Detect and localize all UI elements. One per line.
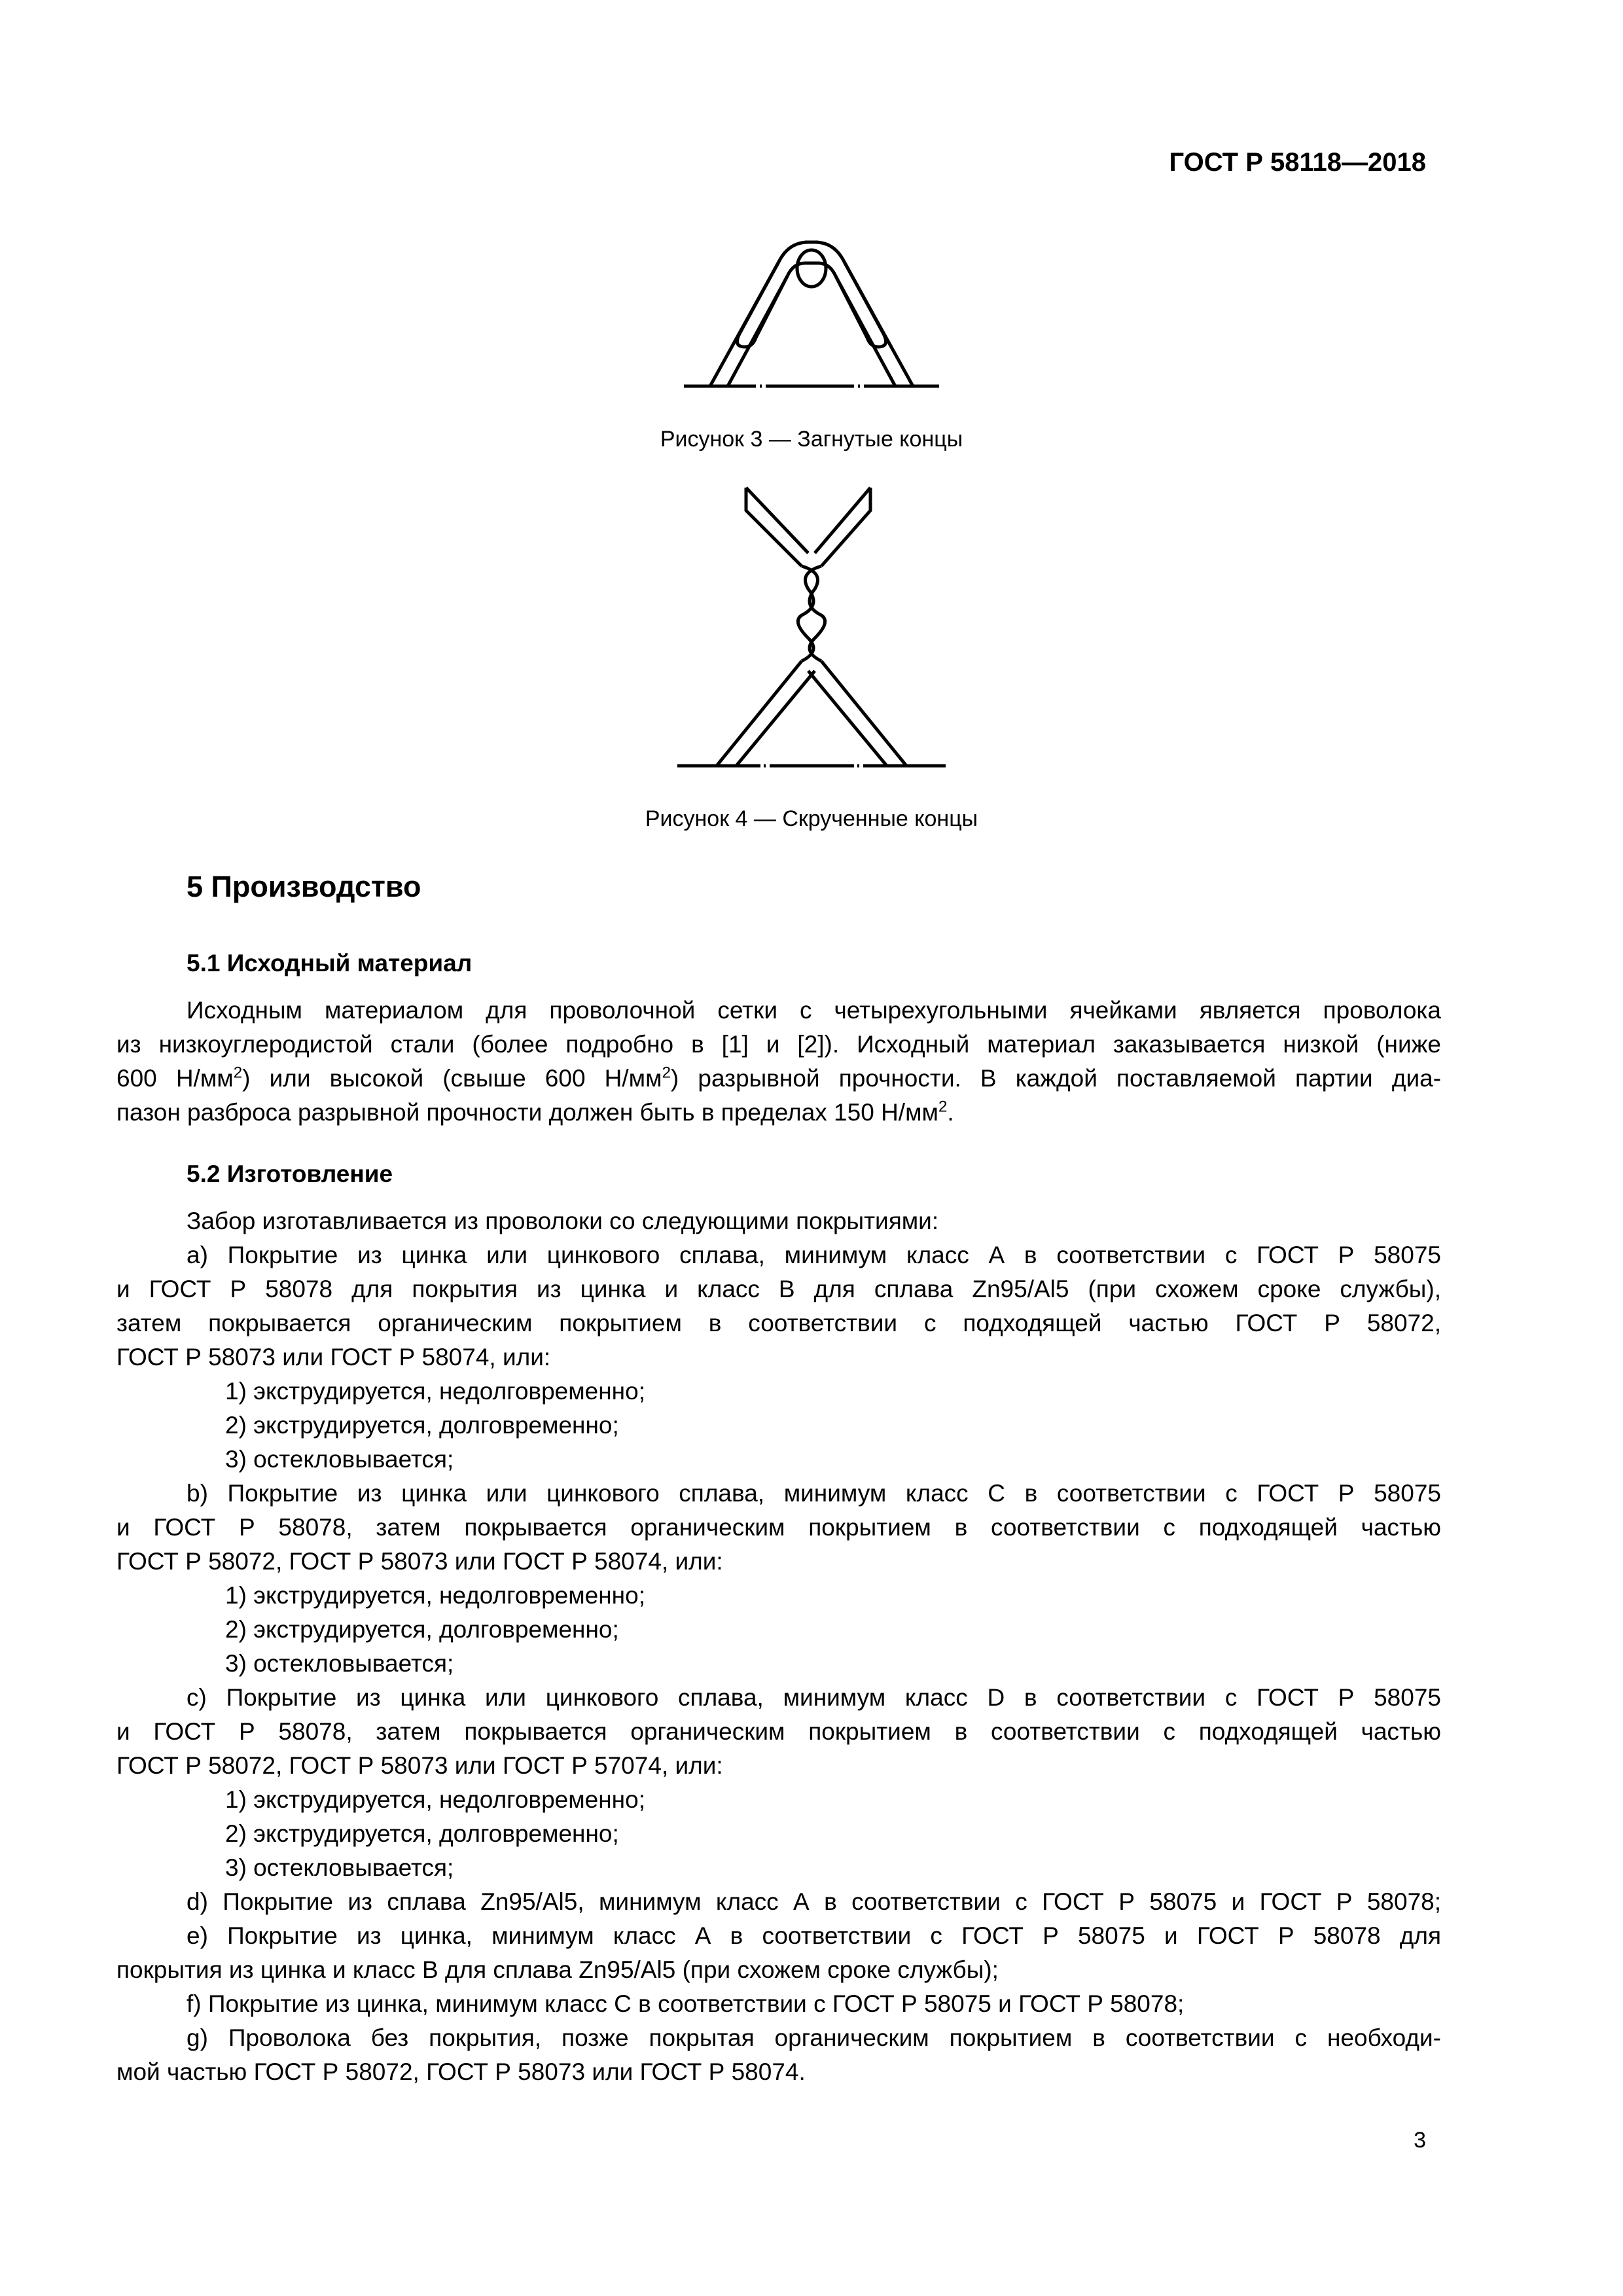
list-item-f: f) Покрытие из цинка, минимум класс С в соответствии с ГОСТ Р 58075 и ГОСТ Р 58078; bbox=[187, 1990, 1185, 2017]
figure-4 bbox=[0, 481, 1623, 769]
list-item-c-line: ГОСТ Р 58072, ГОСТ Р 58073 или ГОСТ Р 57074, или: bbox=[116, 1752, 723, 1779]
paragraph-line: Исходным материалом для проволочной сетки с четырехугольными ячейками является проволока bbox=[187, 997, 1441, 1024]
list-item-b-line: и ГОСТ Р 58078, затем покрывается органическим покрытием в соответствии с подходящей частью bbox=[116, 1514, 1441, 1541]
sub-item: 1) экструдируется, недолговременно; bbox=[225, 1378, 645, 1405]
paragraph-line: из низкоуглеродистой стали (более подробно в [1] и [2]). Исходный материал заказывается низкой (ниже bbox=[116, 1031, 1441, 1058]
document-code: ГОСТ Р 58118—2018 bbox=[1169, 148, 1426, 177]
figure-3 bbox=[0, 223, 1623, 399]
list-item-d: d) Покрытие из сплава Zn95/Al5, минимум класс А в соответствии с ГОСТ Р 58075 и ГОСТ Р 58078; bbox=[187, 1888, 1441, 1915]
list-item-b-line: ГОСТ Р 58072, ГОСТ Р 58073 или ГОСТ Р 58074, или: bbox=[116, 1548, 723, 1575]
intro-line: Забор изготавливается из проволоки со следующими покрытиями: bbox=[187, 1208, 939, 1234]
sub-item: 2) экструдируется, долговременно; bbox=[225, 1412, 619, 1439]
list-item-a: a) Покрытие из цинка или цинкового сплава, минимум класс А в соответствии с ГОСТ Р 58075 bbox=[187, 1242, 1441, 1268]
sub-item: 1) экструдируется, недолговременно; bbox=[225, 1582, 645, 1609]
sub-item: 2) экструдируется, долговременно; bbox=[225, 1820, 619, 1847]
list-item-g-line: мой частью ГОСТ Р 58072, ГОСТ Р 58073 или ГОСТ Р 58074. bbox=[116, 2058, 806, 2085]
twisted-ends-diagram-icon bbox=[674, 481, 949, 769]
sub-item: 3) остекловывается; bbox=[225, 1650, 454, 1677]
list-item-c-line: и ГОСТ Р 58078, затем покрывается органическим покрытием в соответствии с подходящей частью bbox=[116, 1718, 1441, 1745]
list-item-a-line: и ГОСТ Р 58078 для покрытия из цинка и класс В для сплава Zn95/Al5 (при схожем сроке службы), bbox=[116, 1276, 1441, 1302]
list-item-g: g) Проволока без покрытия, позже покрытая органическим покрытием в соответствии с необходи- bbox=[187, 2024, 1441, 2051]
list-item-a-line: ГОСТ Р 58073 или ГОСТ Р 58074, или: bbox=[116, 1344, 551, 1371]
sub-item: 2) экструдируется, долговременно; bbox=[225, 1616, 619, 1643]
figure-3-caption: Рисунок 3 — Загнутые концы bbox=[660, 427, 963, 452]
list-item-b: b) Покрытие из цинка или цинкового сплава, минимум класс С в соответствии с ГОСТ Р 58075 bbox=[187, 1480, 1441, 1507]
sub-item: 1) экструдируется, недолговременно; bbox=[225, 1786, 645, 1813]
figure-4-caption: Рисунок 4 — Скрученные концы bbox=[645, 806, 978, 831]
section-5-1-title: 5.1 Исходный материал bbox=[187, 950, 473, 977]
list-item-c: c) Покрытие из цинка или цинкового сплава, минимум класс D в соответствии с ГОСТ Р 58075 bbox=[187, 1684, 1441, 1711]
section-5-1-body bbox=[116, 994, 1441, 1130]
section-5-2-body bbox=[116, 1204, 1441, 2089]
bent-ends-diagram-icon bbox=[681, 223, 942, 399]
sub-item: 3) остекловывается; bbox=[225, 1446, 454, 1473]
list-item-a-line: затем покрывается органическим покрытием в соответствии с подходящей частью ГОСТ Р 58072, bbox=[116, 1310, 1441, 1336]
list-item-e: e) Покрытие из цинка, минимум класс А в соответствии с ГОСТ Р 58075 и ГОСТ Р 58078 для bbox=[187, 1922, 1441, 1949]
paragraph-line: пазон разброса разрывной прочности должен быть в пределах 150 $Н/мм^2$. bbox=[116, 1098, 954, 1126]
list-item-e-line: покрытия из цинка и класс В для сплава Zn95/Al5 (при схожем сроке службы); bbox=[116, 1956, 999, 1983]
section-5-2-title: 5.2 Изготовление bbox=[187, 1160, 393, 1187]
section-5-title: 5 Производство bbox=[187, 870, 421, 903]
paragraph-line: 600 $Н/мм^2$) или высокой (свыше 600 $Н/мм^2$) разрывной прочности. В каждой поставляемой партии диа- bbox=[116, 1064, 1442, 1092]
sub-item: 3) остекловывается; bbox=[225, 1854, 454, 1881]
page-number: 3 bbox=[1414, 2128, 1426, 2153]
